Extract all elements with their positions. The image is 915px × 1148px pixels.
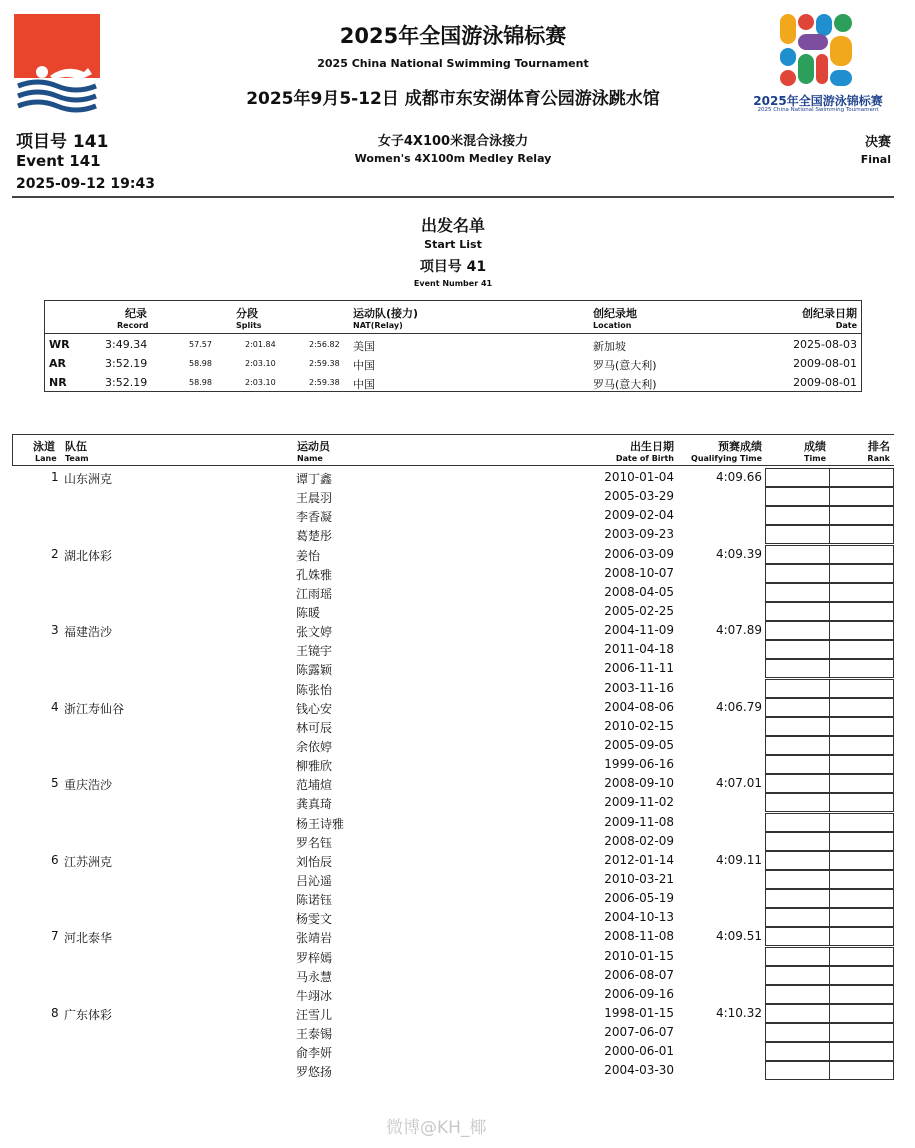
table-row xyxy=(0,813,915,832)
swimmer-name: 杨雯文 xyxy=(296,912,333,927)
swimmer-name: 王镜宇 xyxy=(296,644,333,659)
qualifying-time: 4:09.39 xyxy=(715,546,762,561)
record-split2: 2:03.10 xyxy=(245,378,276,387)
table-row xyxy=(0,602,915,621)
event-number-cn: 项目号 141 xyxy=(16,132,109,152)
table-row xyxy=(0,966,915,985)
time-box xyxy=(765,602,830,621)
name-header: 运动员 xyxy=(297,440,330,453)
event-name-en: Women's 4X100m Medley Relay xyxy=(354,152,552,165)
swimmer-name: 刘怡辰 xyxy=(296,854,333,869)
swimmer-dob: 2008-10-07 xyxy=(604,565,674,580)
lane-number: 8 xyxy=(51,1005,59,1020)
swimmer-dob: 2006-09-16 xyxy=(604,986,674,1001)
rank-box xyxy=(829,1004,894,1023)
table-row xyxy=(0,1023,915,1042)
table-row xyxy=(0,698,915,717)
tournament-emblem-icon xyxy=(778,12,856,88)
time-box xyxy=(765,985,830,1004)
record-split1: 58.98 xyxy=(189,378,212,387)
event-number-sub: 项目号 41 xyxy=(419,259,487,275)
swimmer-name: 王晨羽 xyxy=(296,491,333,506)
rank-box xyxy=(829,679,894,698)
location-header: 创纪录地 xyxy=(593,307,637,320)
rank-box xyxy=(829,468,894,487)
table-row xyxy=(0,774,915,793)
lane-header-en: Lane xyxy=(35,454,57,463)
time-box xyxy=(765,583,830,602)
rank-box xyxy=(829,583,894,602)
rank-box xyxy=(829,736,894,755)
swimmer-name: 范埔煊 xyxy=(296,778,333,793)
rank-box xyxy=(829,813,894,832)
rank-box xyxy=(829,832,894,851)
record-type: WR xyxy=(49,338,70,351)
swimmer-dob: 2007-06-07 xyxy=(604,1025,674,1040)
swimmer-name: 张靖岩 xyxy=(296,931,333,946)
event-phase-en: Final xyxy=(860,153,891,166)
swimmer-name: 陈张怡 xyxy=(296,682,333,697)
record-location: 新加坡 xyxy=(593,340,626,353)
nat-header-en: NAT(Relay) xyxy=(353,321,403,330)
qualifying-time: 4:09.66 xyxy=(715,470,762,484)
time-box xyxy=(765,545,830,564)
swimmer-dob: 2010-02-15 xyxy=(604,718,674,733)
table-row xyxy=(0,545,915,564)
table-row xyxy=(0,889,915,908)
swimmer-dob: 2010-01-04 xyxy=(604,470,674,484)
records-header-divider xyxy=(45,333,861,334)
swimmer-dob: 1999-06-16 xyxy=(604,757,674,772)
rank-box xyxy=(829,602,894,621)
name-header-en: Name xyxy=(297,454,323,463)
swimmer-dob: 2004-08-06 xyxy=(604,699,674,714)
time-box xyxy=(765,487,830,506)
swimmer-name: 李香凝 xyxy=(296,510,333,525)
time-box xyxy=(765,813,830,832)
time-box xyxy=(765,698,830,717)
record-split2: 2:01.84 xyxy=(245,340,276,349)
swimmer-dob: 2012-01-14 xyxy=(604,852,674,867)
rank-box xyxy=(829,717,894,736)
swimmer-name: 孔姝雅 xyxy=(296,567,333,582)
team-name: 重庆浩沙 xyxy=(64,778,113,793)
swimmer-dob: 2004-10-13 xyxy=(604,910,674,925)
lane-number: 2 xyxy=(51,546,59,561)
table-row xyxy=(0,755,915,774)
record-date: 2009-08-01 xyxy=(793,376,857,389)
swimmer-dob: 2008-11-08 xyxy=(604,929,674,944)
swimmer-name: 江雨瑶 xyxy=(296,586,333,601)
team-name: 湖北体彩 xyxy=(64,548,113,563)
swimmer-dob: 1998-01-15 xyxy=(604,1005,674,1020)
record-split3: 2:59.38 xyxy=(309,378,340,387)
lane-number: 5 xyxy=(51,776,59,791)
time-box xyxy=(765,1061,830,1080)
swimmer-dob: 2010-03-21 xyxy=(604,871,674,886)
time-box xyxy=(765,468,830,487)
swimmer-dob: 2005-09-05 xyxy=(604,737,674,752)
table-row xyxy=(0,468,915,487)
swimmer-dob: 2006-03-09 xyxy=(604,546,674,561)
rank-box xyxy=(829,985,894,1004)
date-header-en: Date xyxy=(835,321,857,330)
event-name-cn: 女子4X100米混合泳接力 xyxy=(377,134,529,149)
rank-box xyxy=(829,947,894,966)
swimmer-name: 马永慧 xyxy=(296,969,333,984)
swimmer-name: 罗悠扬 xyxy=(296,1065,333,1080)
location-header-en: Location xyxy=(593,321,632,330)
rank-box xyxy=(829,908,894,927)
record-time: 3:52.19 xyxy=(105,357,148,370)
swimmer-name: 陈诺钰 xyxy=(296,893,333,908)
table-row xyxy=(0,1004,915,1023)
record-location: 罗马(意大利) xyxy=(593,378,657,391)
swimmer-dob: 2008-02-09 xyxy=(604,833,674,848)
rank-box xyxy=(829,793,894,812)
record-split2: 2:03.10 xyxy=(245,359,276,368)
table-row xyxy=(0,621,915,640)
record-nat: 美国 xyxy=(353,340,375,353)
watermark: 微博@KH_椰 xyxy=(386,1118,487,1138)
table-row xyxy=(0,1042,915,1061)
swimmer-dob: 2003-11-16 xyxy=(604,680,674,695)
team-name: 浙江寿仙谷 xyxy=(64,701,125,716)
tournament-title-en: 2025 China National Swimming Tournament xyxy=(317,57,589,70)
swimmer-name: 钱心安 xyxy=(296,701,333,716)
date-header: 创纪录日期 xyxy=(802,307,857,320)
qualifying-header: 预赛成绩 xyxy=(718,440,762,453)
record-time: 3:49.34 xyxy=(105,338,148,351)
time-box xyxy=(765,908,830,927)
swimmer-name: 汪雪儿 xyxy=(296,1007,333,1022)
time-box xyxy=(765,889,830,908)
time-box xyxy=(765,736,830,755)
lane-number: 3 xyxy=(51,623,59,638)
rank-box xyxy=(829,525,894,544)
rank-box xyxy=(829,659,894,678)
record-date: 2009-08-01 xyxy=(793,357,857,370)
swimmer-name: 余依婷 xyxy=(296,739,333,754)
rank-box xyxy=(829,870,894,889)
table-row xyxy=(0,640,915,659)
time-box xyxy=(765,640,830,659)
record-row xyxy=(45,354,861,373)
swimmer-name: 林可辰 xyxy=(296,720,333,735)
table-row xyxy=(0,851,915,870)
swimmer-dob: 2003-09-23 xyxy=(604,527,674,542)
time-box xyxy=(765,679,830,698)
time-box xyxy=(765,947,830,966)
rank-box xyxy=(829,1042,894,1061)
rank-box xyxy=(829,506,894,525)
swimmer-dob: 2011-04-18 xyxy=(604,642,674,657)
table-row xyxy=(0,832,915,851)
qualifying-time: 4:06.79 xyxy=(715,699,762,714)
header-divider xyxy=(12,196,894,198)
rank-box xyxy=(829,927,894,946)
time-box xyxy=(765,1023,830,1042)
record-type: NR xyxy=(49,376,67,389)
swimmer-name: 张文婷 xyxy=(296,625,333,640)
qualifying-time: 4:09.11 xyxy=(715,852,762,867)
swimmer-dob: 2000-06-01 xyxy=(604,1044,674,1059)
lane-number: 1 xyxy=(51,470,59,484)
team-header: 队伍 xyxy=(65,440,87,453)
swimmer-dob: 2006-08-07 xyxy=(604,967,674,982)
rank-header-en: Rank xyxy=(867,454,890,463)
rank-box xyxy=(829,1061,894,1080)
time-box xyxy=(765,966,830,985)
swimmer-dob: 2006-05-19 xyxy=(604,891,674,906)
table-row xyxy=(0,793,915,812)
table-row xyxy=(0,583,915,602)
time-box xyxy=(765,851,830,870)
rank-box xyxy=(829,621,894,640)
table-row xyxy=(0,506,915,525)
start-list-title-en: Start List xyxy=(424,238,482,251)
time-box xyxy=(765,659,830,678)
rank-header: 排名 xyxy=(868,440,890,453)
record-nat: 中国 xyxy=(353,378,375,391)
table-row xyxy=(0,717,915,736)
record-nat: 中国 xyxy=(353,359,375,372)
time-header: 成绩 xyxy=(804,440,826,453)
tournament-title: 2025年全国游泳锦标赛 xyxy=(339,24,567,48)
rank-box xyxy=(829,545,894,564)
time-box xyxy=(765,717,830,736)
time-header-en: Time xyxy=(804,454,826,463)
time-box xyxy=(765,1004,830,1023)
team-header-en: Team xyxy=(65,454,89,463)
swimmer-name: 柳雅欣 xyxy=(296,759,333,774)
swimmer-name: 陈暖 xyxy=(296,605,321,620)
time-box xyxy=(765,774,830,793)
swimmer-name: 杨王诗雅 xyxy=(296,816,345,831)
swimmer-name: 姜怡 xyxy=(296,548,321,563)
swimmer-name: 王泰锡 xyxy=(296,1027,333,1042)
team-name: 山东洲克 xyxy=(64,472,113,486)
table-row xyxy=(0,525,915,544)
record-row xyxy=(45,335,861,354)
rank-box xyxy=(829,564,894,583)
time-box xyxy=(765,1042,830,1061)
record-row xyxy=(45,373,861,392)
emblem-title: 2025年全国游泳锦标赛 xyxy=(753,94,883,108)
splits-header-en: Splits xyxy=(236,321,262,330)
rank-box xyxy=(829,755,894,774)
table-row xyxy=(0,947,915,966)
swimmer-dob: 2005-03-29 xyxy=(604,489,674,504)
team-name: 广东体彩 xyxy=(64,1007,113,1022)
record-time: 3:52.19 xyxy=(105,376,148,389)
rank-box xyxy=(829,966,894,985)
table-row xyxy=(0,1061,915,1080)
swimmer-name: 吕沁遥 xyxy=(296,873,333,888)
record-date: 2025-08-03 xyxy=(793,338,857,351)
swimmer-name: 罗梓嫣 xyxy=(296,950,333,965)
start-list-header xyxy=(12,434,894,466)
qualifying-time: 4:07.89 xyxy=(715,623,762,638)
start-list-title: 出发名单 xyxy=(420,216,485,235)
swimmer-dob: 2004-11-09 xyxy=(604,623,674,638)
rank-box xyxy=(829,851,894,870)
time-box xyxy=(765,506,830,525)
swimmer-name: 牛翊冰 xyxy=(296,988,333,1003)
table-row xyxy=(0,564,915,583)
splits-header: 分段 xyxy=(236,307,258,320)
rank-box xyxy=(829,1023,894,1042)
time-box xyxy=(765,927,830,946)
qualifying-time: 4:10.32 xyxy=(715,1005,762,1020)
lane-number: 6 xyxy=(51,852,59,867)
record-split3: 2:59.38 xyxy=(309,359,340,368)
time-box xyxy=(765,525,830,544)
record-location: 罗马(意大利) xyxy=(593,359,657,372)
swimmer-name: 罗名钰 xyxy=(296,835,333,850)
record-split1: 57.57 xyxy=(189,340,212,349)
event-number-sub-en: Event Number 41 xyxy=(413,279,493,288)
swimmer-name: 俞李妍 xyxy=(296,1046,333,1061)
rank-box xyxy=(829,698,894,717)
swimmer-dob: 2010-01-15 xyxy=(604,948,674,963)
rank-box xyxy=(829,889,894,908)
record-split3: 2:56.82 xyxy=(309,340,340,349)
table-row xyxy=(0,985,915,1004)
swimmer-dob: 2009-02-04 xyxy=(604,508,674,523)
table-row xyxy=(0,870,915,889)
time-box xyxy=(765,870,830,889)
swimmer-name: 龚真琦 xyxy=(296,797,333,812)
swimmer-dob: 2004-03-30 xyxy=(604,1063,674,1078)
lane-number: 7 xyxy=(51,929,59,944)
swimmer-dob: 2006-11-11 xyxy=(604,661,674,676)
swimmer-dob: 2008-09-10 xyxy=(604,776,674,791)
table-row xyxy=(0,679,915,698)
team-name: 福建浩沙 xyxy=(64,625,113,640)
time-box xyxy=(765,832,830,851)
table-row xyxy=(0,736,915,755)
team-name: 河北泰华 xyxy=(64,931,113,946)
table-row xyxy=(0,487,915,506)
time-box xyxy=(765,793,830,812)
time-box xyxy=(765,621,830,640)
rank-box xyxy=(829,640,894,659)
swimmer-dob: 2008-04-05 xyxy=(604,584,674,599)
record-split1: 58.98 xyxy=(189,359,212,368)
record-header: 纪录 xyxy=(125,307,147,320)
swimmer-dob: 2009-11-02 xyxy=(604,795,674,810)
table-row xyxy=(0,908,915,927)
table-row xyxy=(0,927,915,946)
swimmer-dob: 2005-02-25 xyxy=(604,603,674,618)
swimmer-name: 谭丁鑫 xyxy=(296,472,333,486)
dob-header: 出生日期 xyxy=(630,440,674,453)
records-table xyxy=(44,300,862,392)
venue-line: 2025年9月5-12日 成都市东安湖体育公园游泳跳水馆 xyxy=(246,89,660,109)
team-name: 江苏洲克 xyxy=(64,854,113,869)
lane-number: 4 xyxy=(51,699,59,714)
qualifying-time: 4:07.01 xyxy=(715,776,762,791)
table-row xyxy=(0,659,915,678)
rank-box xyxy=(829,487,894,506)
event-number-en: Event 141 xyxy=(16,152,101,170)
swimmer-dob: 2009-11-08 xyxy=(604,814,674,829)
time-box xyxy=(765,755,830,774)
swimmer-name: 葛楚彤 xyxy=(296,529,333,544)
qualifying-time: 4:09.51 xyxy=(715,929,762,944)
time-box xyxy=(765,564,830,583)
swimmer-name: 陈露颖 xyxy=(296,663,333,678)
rank-box xyxy=(829,774,894,793)
lane-header: 泳道 xyxy=(33,440,55,453)
emblem-subtitle: 2025 China National Swimming Tournament xyxy=(757,107,879,113)
record-type: AR xyxy=(49,357,66,370)
dob-header-en: Date of Birth xyxy=(615,454,674,463)
record-header-en: Record xyxy=(117,321,149,330)
nat-header: 运动队(接力) xyxy=(353,307,419,320)
event-datetime: 2025-09-12 19:43 xyxy=(16,176,155,192)
qualifying-header-en: Qualifying Time xyxy=(691,454,762,463)
event-phase-cn: 决赛 xyxy=(864,135,891,150)
